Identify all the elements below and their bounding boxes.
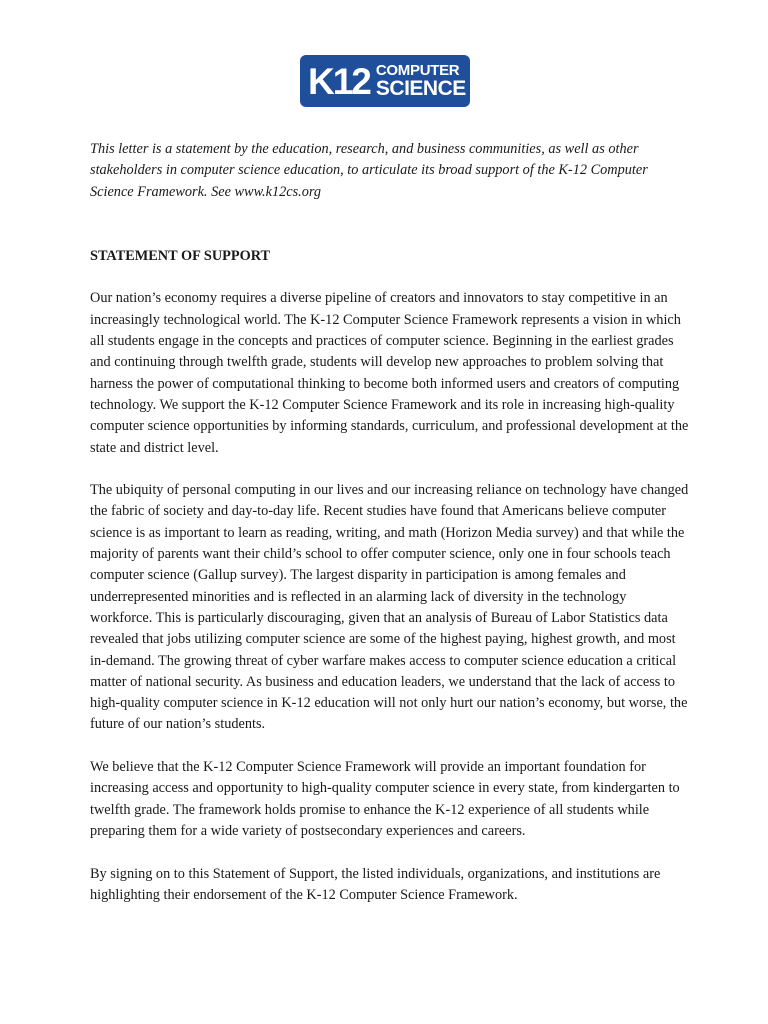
logo-wordmark (376, 63, 466, 99)
intro-paragraph: This letter is a statement by the education, research, and business communities, as well as other stakeholders in computer science education, to articulate its broad support of the K-12 Computer Science Framework. See www.k12cs.org (90, 141, 648, 200)
logo-mark: K12 (308, 60, 370, 102)
body-paragraph-3: We believe that the K-12 Computer Science Framework will provide an important foundation for increasing access and opportunity to high-quality computer science in every state, from kindergarten to twelfth grade. The framework holds promise to enhance the K-12 experience of all students while preparing them for a wide variety of postsecondary experiences and careers. (90, 759, 680, 839)
body-paragraph-2: The ubiquity of personal computing in our lives and our increasing reliance on technology have changed the fabric of society and day-to-day life. Recent studies have found that Americans believe computer science is as important to learn as reading, writing, and math (Horizon Media survey) and that while the majority of parents want their child’s school to offer computer science, only one in four schools teach computer science (Gallup survey). The largest disparity in participation is among females and underrepresented minorities and is reflected in an alarming lack of diversity in the technology workforce. This is particularly discouraging, given that an analysis of Bureau of Labor Statistics data revealed that jobs utilizing computer science are some of the highest paying, highest growth, and most in-demand. The growing threat of cyber warfare makes access to computer science education a critical matter of national security. As business and education leaders, we understand that the lack of access to high-quality computer science in K-12 education will not only hurt our nation’s economy, but worse, the future of our nation’s students. (90, 482, 689, 733)
logo-line-1: COMPUTER (375, 62, 460, 79)
body-paragraph-4: By signing on to this Statement of Support, the listed individuals, organizations, and institutions are highlighting their endorsement of the K-12 Computer Science Framework. (90, 865, 661, 903)
letter-body (90, 139, 690, 906)
k12cs-logo (300, 55, 470, 107)
section-heading: STATEMENT OF SUPPORT (90, 247, 271, 264)
logo-line-2: SCIENCE (375, 77, 466, 100)
body-paragraph-1: Our nation’s economy requires a diverse pipeline of creators and innovators to stay competitive in an increasingly technological world. The K-12 Computer Science Framework represents a vision in which all students engage in the concepts and practices of computer science. Beginning in the earliest grades and continuing through twelfth grade, students will develop new approaches to problem solving that harness the power of computational thinking to become both informed users and creators of computing technology. We support the K-12 Computer Science Framework and its role in increasing high-quality computer science opportunities by informing standards, curriculum, and professional development at the state and district level. (90, 290, 689, 456)
